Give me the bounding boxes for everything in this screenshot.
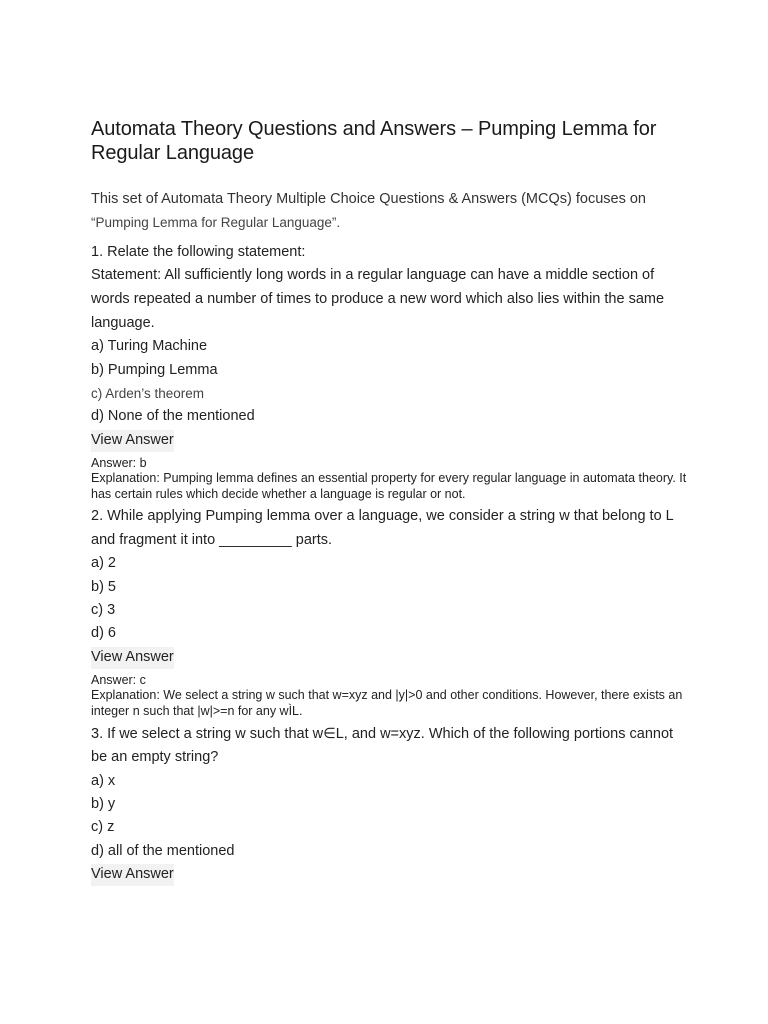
question-2-option-b: b) 5 xyxy=(91,578,116,595)
question-3-option-c: c) z xyxy=(91,819,115,836)
intro-text: This set of Automata Theory Multiple Choice Questions & Answers (MCQs) focuses on xyxy=(91,191,646,207)
question-1-statement: Statement: All sufficiently long words in a regular language can have a middle section of words repeated a number of times to produce a new word which also lies within the same language. xyxy=(91,267,665,331)
answer-1: Answer: b xyxy=(91,455,147,470)
intro-topic: “Pumping Lemma for Regular Language”. xyxy=(91,215,341,230)
question-2-option-d: d) 6 xyxy=(91,625,116,642)
question-1-option-a: a) Turing Machine xyxy=(91,338,208,355)
question-3-option-d: d) all of the mentioned xyxy=(91,842,235,859)
view-answer-button-2[interactable]: View Answer xyxy=(91,647,174,669)
document-page xyxy=(91,117,691,886)
question-2-prompt: 2. While applying Pumping lemma over a language, we consider a string w that belong to L and fragment it into _________ parts. xyxy=(91,508,674,548)
question-1-option-b: b) Pumping Lemma xyxy=(91,361,218,378)
question-2-option-c: c) 3 xyxy=(91,601,116,618)
view-answer-button-3[interactable]: View Answer xyxy=(91,864,174,886)
question-3-option-b: b) y xyxy=(91,796,116,813)
explanation-1: Explanation: Pumping lemma defines an essential property for every regular language in automata theory. It has certain rules which decide whether a language is regular or not. xyxy=(91,471,687,501)
question-1-option-c: c) Arden’s theorem xyxy=(91,386,205,401)
question-1-option-d: d) None of the mentioned xyxy=(91,408,255,425)
page-title: Automata Theory Questions and Answers – Pumping Lemma for Regular Language xyxy=(91,118,657,164)
question-3-option-a: a) x xyxy=(91,772,116,789)
intro-paragraph xyxy=(91,188,691,235)
answer-box-2 xyxy=(91,673,691,720)
question-1 xyxy=(91,241,691,502)
question-3 xyxy=(91,723,691,886)
view-answer-button-1[interactable]: View Answer xyxy=(91,430,174,452)
question-1-prompt: 1. Relate the following statement: xyxy=(91,244,306,260)
question-2 xyxy=(91,505,691,719)
question-2-option-a: a) 2 xyxy=(91,555,116,572)
answer-2: Answer: c xyxy=(91,672,146,687)
question-3-prompt: 3. If we select a string w such that w∈L, and w=xyz. Which of the following portions cannot be an empty string? xyxy=(91,726,674,766)
explanation-2: Explanation: We select a string w such that w=xyz and |y|>0 and other conditions. However, there exists an integer n such that |w|>=n for any wÌL. xyxy=(91,688,683,718)
answer-box-1 xyxy=(91,456,691,503)
